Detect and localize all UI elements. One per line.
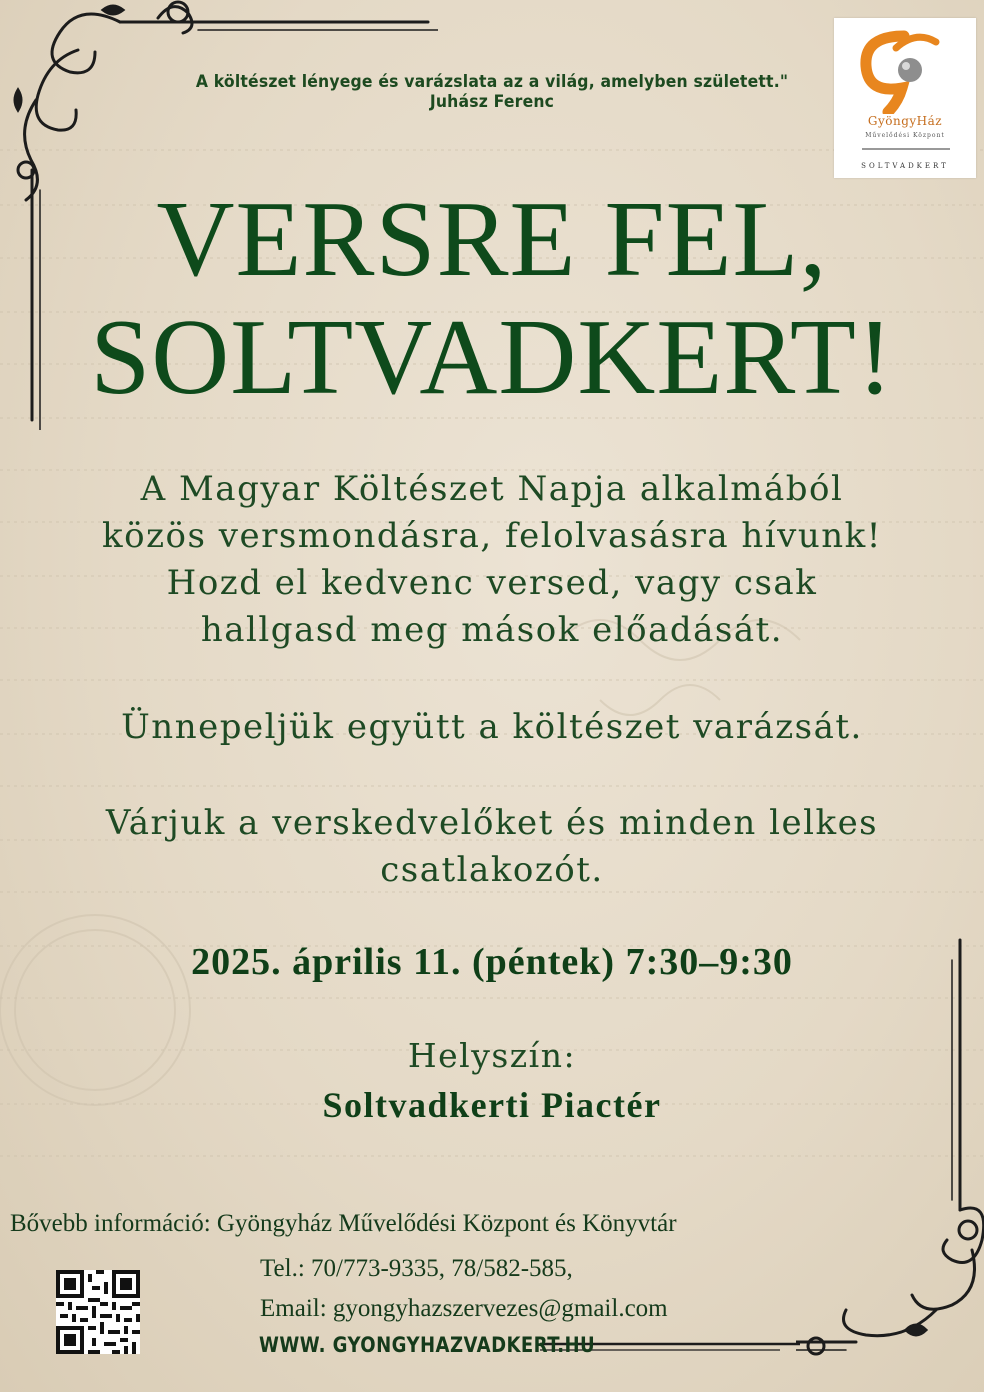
footer-email: Email: gyongyhazszervezes@gmail.com xyxy=(260,1295,668,1322)
footer-phone: Tel.: 70/773-9335, 78/582-585, xyxy=(260,1255,573,1282)
quote-author: Juhász Ferenc xyxy=(429,92,555,112)
title-line-2: SOLTVADKERT! xyxy=(90,298,894,417)
welcome-paragraph xyxy=(0,800,984,894)
paragraph-line: hallgasd meg mások előadását. xyxy=(200,610,784,650)
paragraph-line: közös versmondásra, felolvasásra hívunk! xyxy=(102,516,882,556)
location-value: Soltvadkerti Piactér xyxy=(322,1085,662,1125)
location-label: Helyszín: xyxy=(407,1036,577,1075)
gyongyhaz-logo-mark-icon xyxy=(834,18,976,114)
logo-city: SOLTVADKERT xyxy=(861,162,949,170)
corner-flourish-bottom-right xyxy=(796,930,984,1370)
logo-name: GyöngyHáz xyxy=(867,114,943,128)
invitation-paragraph xyxy=(0,466,984,654)
logo-subtitle: Művelődési Központ xyxy=(865,132,945,139)
gyongyhaz-logo xyxy=(834,18,976,178)
paragraph-line: A Magyar Költészet Napja alkalmából xyxy=(140,469,844,509)
qr-code-icon xyxy=(56,1270,140,1354)
paragraph-line: csatlakozót. xyxy=(380,850,604,890)
event-date: 2025. április 11. (péntek) 7:30–9:30 xyxy=(191,941,793,983)
paragraph-line: Hozd el kedvenc versed, vagy csak xyxy=(166,563,818,603)
footer-info: Bővebb információ: Gyöngyház Művelődési Központ és Könyvtár xyxy=(10,1210,677,1237)
footer-website: WWW. GYONGYHAZVADKERT.HU xyxy=(259,1333,596,1357)
logo-divider xyxy=(862,146,950,152)
paragraph-line: Ünnepeljük együtt a költészet varázsát. xyxy=(121,707,863,747)
title-line-1: VERSRE FEL, xyxy=(156,180,828,299)
paragraph-line: Várjuk a verskedvelőket és minden lelkes xyxy=(105,803,879,843)
quote-text: A költészet lényege és varázslata az a világ, amelyben született." xyxy=(195,72,789,92)
celebrate-paragraph xyxy=(0,704,984,751)
